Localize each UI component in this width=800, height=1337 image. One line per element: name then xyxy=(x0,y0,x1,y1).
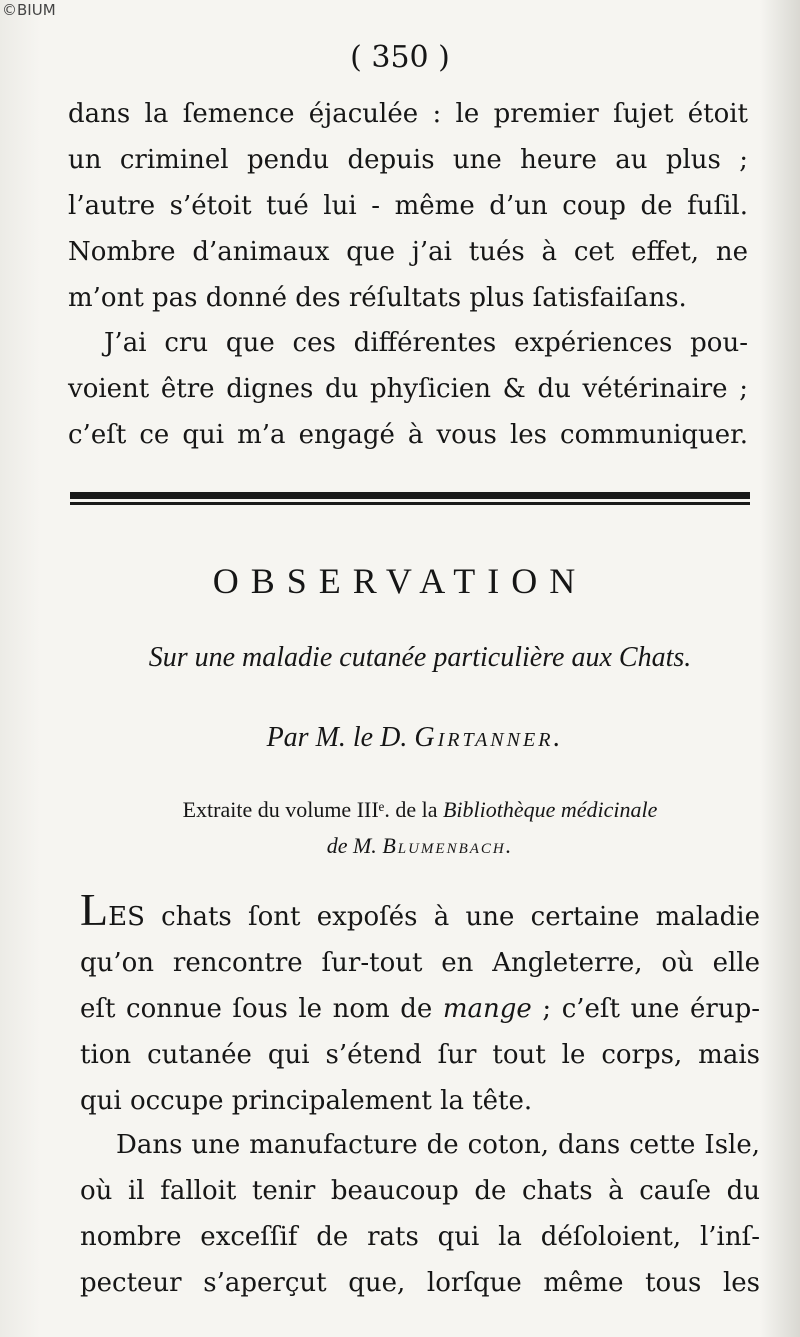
text-fragment: ; c’eſt une érup- xyxy=(531,994,760,1024)
author-line xyxy=(0,722,800,754)
watermark: ©BIUM xyxy=(2,1,56,19)
text-line: un criminel pendu depuis une heure au plus ; xyxy=(68,145,748,175)
source-note xyxy=(90,792,750,864)
paragraph-closing xyxy=(68,320,748,458)
text-line: qui occupe principalement la tête. xyxy=(80,1086,533,1116)
section-divider xyxy=(70,492,750,508)
text-line: Nombre d’animaux que j’ai tués à cet effet, ne xyxy=(68,237,748,267)
section-subtitle: Sur une maladie cutanée particulière aux Chats. xyxy=(148,642,692,673)
text-line xyxy=(80,884,760,940)
text-line: nombre exceſſif de rats qui la déſoloient, l’inſ- xyxy=(80,1222,760,1252)
divider-thin-line xyxy=(70,502,750,505)
divider-thick-line xyxy=(70,492,750,499)
text-line: Dans une manufacture de coton, dans cette Isle, xyxy=(116,1130,760,1160)
page-number: ( 350 ) xyxy=(350,40,450,75)
paragraph-next xyxy=(80,1122,760,1306)
drop-cap: L xyxy=(80,884,109,935)
text-fragment: eſt connue ſous le nom de xyxy=(80,994,443,1024)
opening-caps: ES xyxy=(108,902,145,932)
source-author: Blumenbach. xyxy=(382,833,514,858)
paragraph-opening xyxy=(80,884,760,1124)
text-line: voient être dignes du phyſicien & du vétérinaire ; xyxy=(68,374,748,404)
source-title: Bibliothèque médicinale xyxy=(442,797,658,822)
text-line: c’eſt ce qui m’a engagé à vous les communiquer. xyxy=(68,420,748,450)
text-line: dans la ſemence éjaculée : le premier ſujet étoit xyxy=(68,99,748,129)
author-prefix: Par M. le D. xyxy=(266,722,408,753)
text-line xyxy=(80,986,760,1032)
text-line: J’ai cru que ces différentes expériences pou- xyxy=(104,328,748,358)
source-prefix: de M. xyxy=(326,833,377,858)
source-note-text: Extraite du volume IIIᵉ. de la xyxy=(182,797,438,822)
text-line: pecteur s’aperçut que, lorſque même tous les xyxy=(80,1268,760,1298)
italic-term: mange xyxy=(442,994,532,1024)
section-title: OBSERVATION xyxy=(212,561,588,601)
text-line: où il falloit tenir beaucoup de chats à cauſe du xyxy=(80,1176,760,1206)
text-line: l’autre s’étoit tué lui - même d’un coup de fuſil. xyxy=(68,191,748,221)
author-name: Girtanner. xyxy=(414,722,564,753)
text-fragment: chats ſont expoſés à une certaine maladie xyxy=(144,902,760,932)
text-line: m’ont pas donné des réſultats plus ſatisfaiſans. xyxy=(68,283,687,313)
paragraph-continued xyxy=(68,91,748,321)
text-line: tion cutanée qui s’étend ſur tout le corps, mais xyxy=(80,1040,760,1070)
text-line: qu’on rencontre ſur-tout en Angleterre, où elle xyxy=(80,948,760,978)
